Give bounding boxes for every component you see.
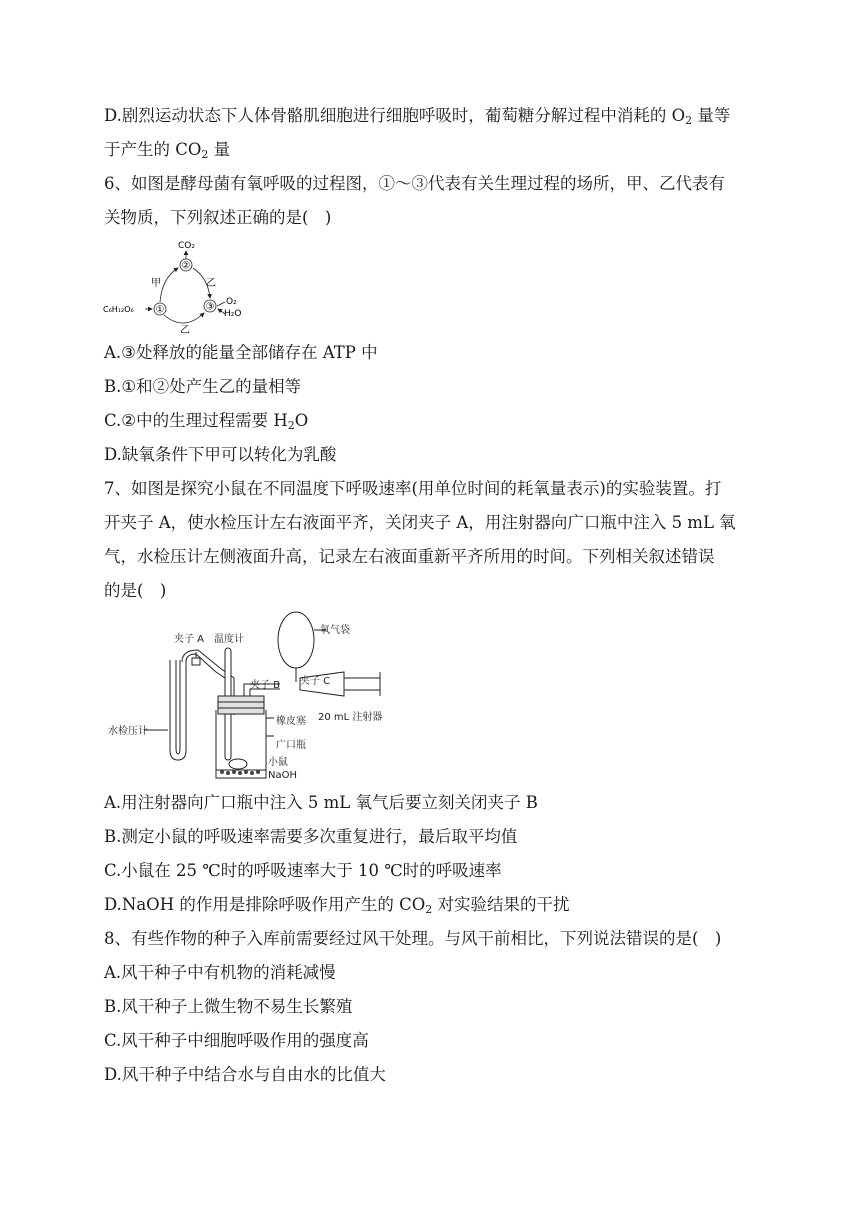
q6-stem-line2: 关物质，下列叙述正确的是( ) bbox=[104, 208, 332, 227]
respiration-apparatus-diagram bbox=[104, 610, 404, 788]
jia-label: 甲 bbox=[151, 278, 161, 289]
q6-option-c: C.②中的生理过程需要 $H_2O$ bbox=[104, 411, 309, 432]
q7-stem-line3: 气，水检压计左侧液面升高，记录左右液面重新平齐所用的时间。下列相关叙述错误 bbox=[104, 547, 715, 566]
q8-option-d: D.风干种子中结合水与自由水的比值大 bbox=[104, 1065, 386, 1084]
q7-option-c: C.小鼠在 25 ℃时的呼吸速率大于 10 ℃时的呼吸速率 bbox=[104, 861, 502, 880]
syringe-label: 20 mL 注射器 bbox=[318, 712, 383, 723]
clip-c-label: 夹子 C bbox=[300, 676, 331, 687]
h2o-label: H₂O bbox=[224, 309, 242, 319]
thermometer-label: 温度计 bbox=[214, 634, 244, 645]
clip-a-label: 夹子 A bbox=[174, 634, 205, 645]
q8-option-a: A.风干种子中有机物的消耗减慢 bbox=[104, 963, 336, 982]
q7-stem-line2: 开夹子 A，使水检压计左右液面平齐，关闭夹子 A，用注射器向广口瓶中注入 5 mL 氧 bbox=[104, 513, 736, 532]
clip-b-label: 夹子 B bbox=[250, 680, 281, 691]
manometer-label: 水检压计 bbox=[108, 726, 148, 737]
glucose-label: C₆H₁₂O₆ bbox=[103, 305, 134, 314]
q6-option-b: B.①和②处产生乙的量相等 bbox=[104, 377, 302, 396]
q6-option-a: A.③处释放的能量全部储存在 ATP 中 bbox=[104, 343, 378, 362]
site-1-label: ① bbox=[155, 304, 165, 316]
yi-top-label: 乙 bbox=[206, 278, 216, 289]
q6-stem-line1: 6、如图是酵母菌有氧呼吸的过程图，①～③代表有关生理过程的场所，甲、乙代表有 bbox=[104, 174, 725, 193]
jar-label: 广口瓶 bbox=[276, 740, 306, 751]
yi-bottom-label: 乙 bbox=[180, 325, 190, 336]
site-3-label: ③ bbox=[205, 301, 215, 313]
q7-option-a: A.用注射器向广口瓶中注入 5 mL 氧气后要立刻关闭夹子 B bbox=[104, 793, 538, 812]
naoh-label: NaOH bbox=[268, 770, 297, 781]
q7-option-b: B.测定小鼠的呼吸速率需要多次重复进行，最后取平均值 bbox=[104, 827, 518, 846]
o2-label: O₂ bbox=[226, 297, 237, 307]
q6-option-d: D.缺氧条件下甲可以转化为乳酸 bbox=[104, 445, 337, 464]
oxygen-bag-label: 氧气袋 bbox=[320, 625, 350, 636]
q8-stem: 8、有些作物的种子入库前需要经过风干处理。与风干前相比，下列说法错误的是( ) bbox=[104, 929, 722, 948]
q7-stem-line1: 7、如图是探究小鼠在不同温度下呼吸速率(用单位时间的耗氧量表示)的实验装置。打 bbox=[104, 479, 722, 498]
stopper-label: 橡皮塞 bbox=[276, 716, 306, 727]
site-2-label: ② bbox=[181, 260, 191, 272]
co2-label: CO₂ bbox=[178, 241, 195, 251]
q8-option-b: B.风干种子上微生物不易生长繁殖 bbox=[104, 997, 353, 1016]
q5-option-d-line2: 于产生的 $CO_2$ 量 bbox=[104, 140, 231, 161]
q7-stem-line4: 的是( ) bbox=[104, 581, 167, 600]
q5-option-d-line1: D.剧烈运动状态下人体骨骼肌细胞进行细胞呼吸时，葡萄糖分解过程中消耗的 $O_2$ 量等 bbox=[104, 106, 731, 127]
aerobic-respiration-diagram bbox=[100, 236, 260, 336]
q8-option-c: C.风干种子中细胞呼吸作用的强度高 bbox=[104, 1031, 369, 1050]
mouse-label: 小鼠 bbox=[268, 757, 288, 768]
q7-option-d: D.NaOH 的作用是排除呼吸作用产生的 $CO_2$ 对实验结果的干扰 bbox=[104, 895, 570, 916]
